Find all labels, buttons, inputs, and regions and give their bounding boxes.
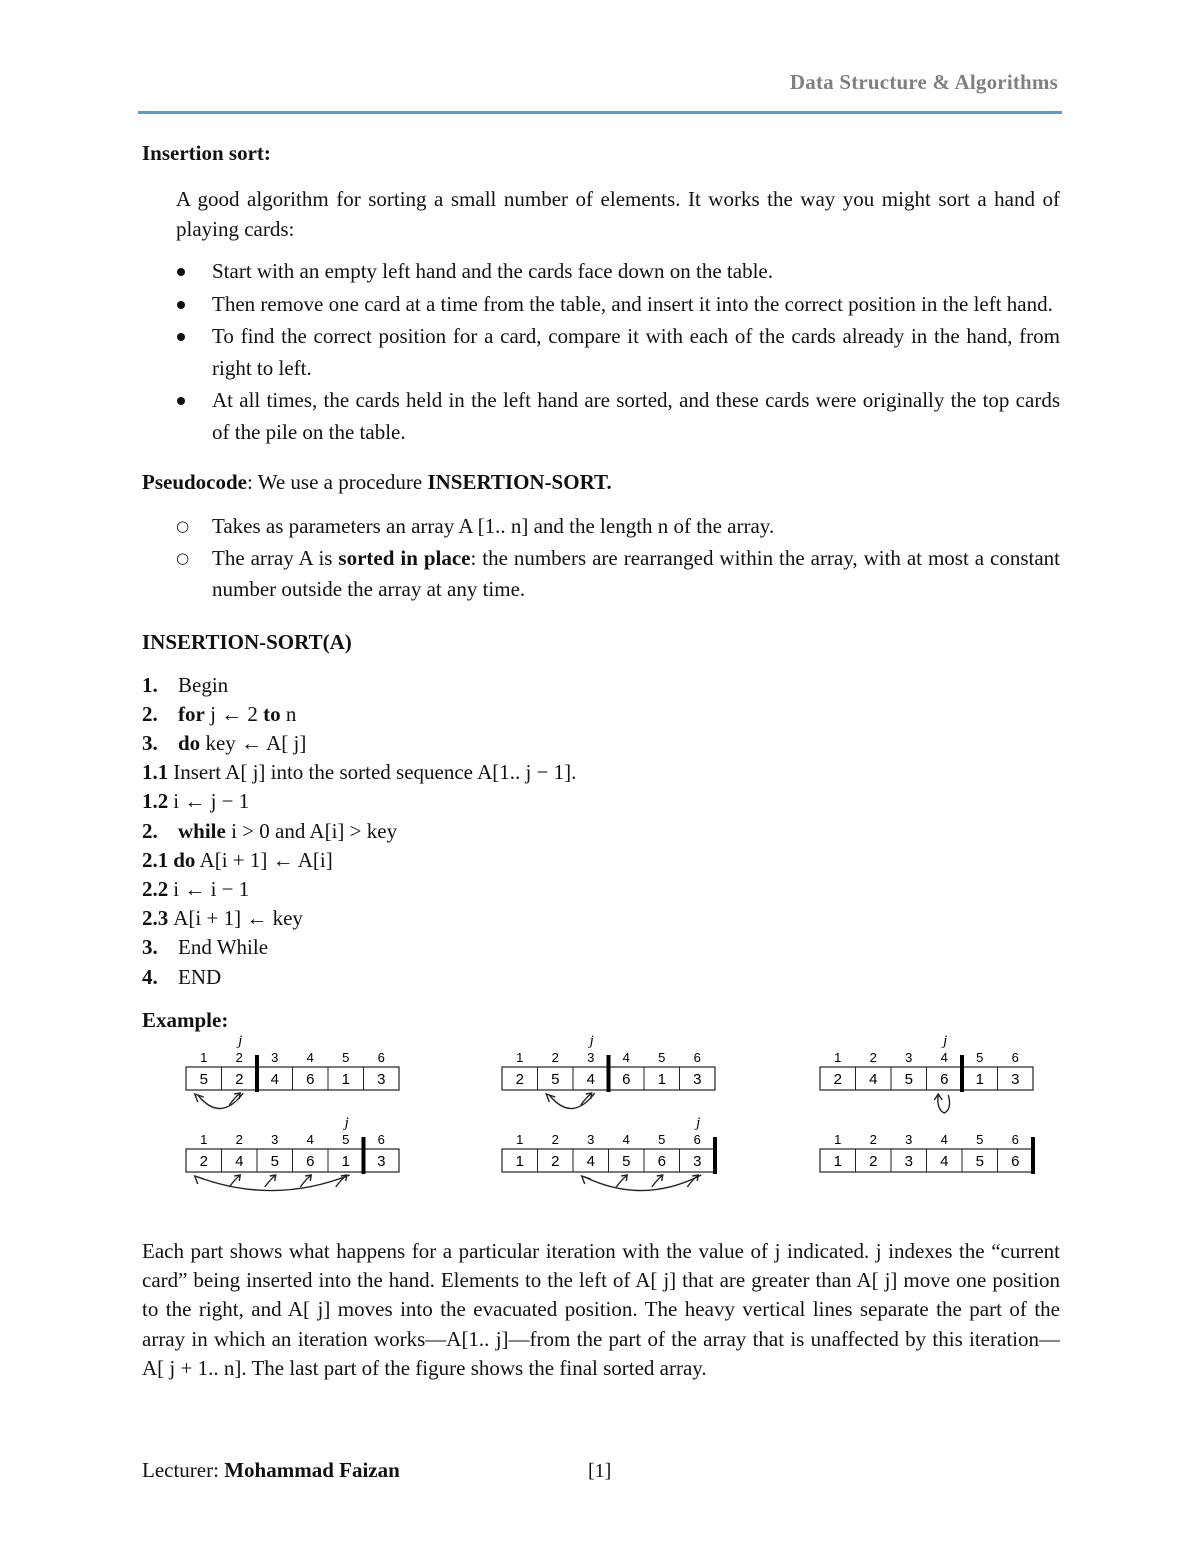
array-value: 5 bbox=[622, 1152, 631, 1170]
array-value: 1 bbox=[833, 1152, 842, 1170]
header-rule bbox=[138, 111, 1062, 114]
shift-arrow bbox=[229, 1176, 239, 1187]
index-label: 4 bbox=[622, 1131, 630, 1147]
procedure-step bbox=[142, 671, 1060, 700]
index-label: 2 bbox=[869, 1049, 877, 1065]
index-label: 3 bbox=[271, 1049, 279, 1065]
index-label: 5 bbox=[342, 1131, 350, 1147]
bullet-icon bbox=[177, 301, 185, 309]
index-label: 2 bbox=[869, 1131, 877, 1147]
figure-caption: Each part shows what happens for a particular iteration with the value of j indicated. j indexes the “current card” being inserted into the hand. Elements to the left of A[ j] that are greater than A[ j] move one position to the right, and A[ j] moves into the evacuated position. The heavy vertical lines separate the part of the array in which an iteration works—A[1.. j]—from the part of the array that is unaffected by this iteration—A[ j + 1.. n]. The last part of the figure shows the final sorted array. bbox=[142, 1238, 1060, 1380]
procedure-steps bbox=[142, 671, 1060, 992]
array-value: 6 bbox=[306, 1152, 315, 1170]
section-title: Insertion sort: bbox=[142, 141, 271, 165]
index-label: 2 bbox=[235, 1131, 243, 1147]
step-number: 1.1 bbox=[142, 760, 169, 785]
array-value: 6 bbox=[622, 1070, 631, 1088]
index-label: 4 bbox=[306, 1131, 314, 1147]
move-arrow bbox=[549, 1093, 595, 1109]
step-number: 2. bbox=[142, 701, 158, 726]
step-number: 2.1 bbox=[142, 847, 169, 872]
step-keyword: for bbox=[178, 701, 205, 726]
index-label: 1 bbox=[516, 1131, 524, 1147]
figure-canvas bbox=[182, 1032, 1042, 1223]
index-label: 1 bbox=[834, 1049, 842, 1065]
array-value: 2 bbox=[199, 1152, 208, 1170]
index-label: 6 bbox=[377, 1131, 385, 1147]
index-label: 5 bbox=[658, 1049, 666, 1065]
pseudocode-intro: Pseudocode: We use a procedure INSERTION-SORT. bbox=[142, 470, 612, 494]
j-label: j bbox=[943, 1032, 948, 1049]
array-value: 4 bbox=[235, 1152, 244, 1170]
procedure-step bbox=[142, 933, 1060, 962]
bullet-list bbox=[142, 256, 1060, 448]
array-value: 5 bbox=[551, 1070, 560, 1088]
array-value: 5 bbox=[904, 1070, 913, 1088]
step-keyword: do bbox=[173, 847, 196, 872]
step-number: 2.2 bbox=[142, 876, 169, 901]
page-number: [1] bbox=[588, 1460, 612, 1482]
index-label: 4 bbox=[940, 1049, 948, 1065]
j-label: j bbox=[238, 1032, 243, 1049]
index-label: 3 bbox=[905, 1131, 913, 1147]
array-value: 6 bbox=[940, 1070, 949, 1088]
step-number: 3. bbox=[142, 935, 158, 960]
index-label: 5 bbox=[342, 1049, 350, 1065]
array-value: 4 bbox=[586, 1152, 595, 1170]
procedure-step bbox=[142, 700, 1060, 729]
shift-arrow bbox=[652, 1176, 662, 1187]
index-label: 2 bbox=[235, 1049, 243, 1065]
procedure-step bbox=[142, 729, 1060, 758]
index-label: 3 bbox=[271, 1131, 279, 1147]
array-value: 6 bbox=[306, 1070, 315, 1088]
footer-lecturer: Lecturer: Mohammad Faizan bbox=[142, 1458, 400, 1482]
arrowhead bbox=[195, 1176, 204, 1184]
array-value: 3 bbox=[377, 1152, 386, 1170]
j-label: j bbox=[696, 1114, 701, 1131]
step-number: 3. bbox=[142, 730, 158, 755]
list-item: To find the correct position for a card, compare it with each of the cards already in the hand, from right to left. bbox=[212, 321, 1060, 384]
list-item: At all times, the cards held in the left hand are sorted, and these cards were originally the top cards of the pile on the table. bbox=[212, 385, 1060, 448]
array-value: 3 bbox=[904, 1152, 913, 1170]
circle-list bbox=[142, 511, 1060, 606]
step-text: Insert A[ j] into the sorted sequence A[1.. j − 1]. bbox=[173, 760, 577, 785]
index-label: 3 bbox=[905, 1049, 913, 1065]
circle-bullet-icon: ○ bbox=[176, 517, 190, 535]
index-label: 4 bbox=[622, 1049, 630, 1065]
bullet-icon bbox=[177, 333, 185, 341]
index-label: 6 bbox=[1011, 1049, 1019, 1065]
array-value: 2 bbox=[833, 1070, 842, 1088]
array-value: 3 bbox=[693, 1152, 702, 1170]
array-value: 2 bbox=[869, 1152, 878, 1170]
index-label: 6 bbox=[377, 1049, 385, 1065]
step-text: key ← A[ j] bbox=[200, 730, 307, 755]
array-value: 6 bbox=[657, 1152, 666, 1170]
step-text: Begin bbox=[178, 672, 229, 697]
index-label: 1 bbox=[516, 1049, 524, 1065]
array-value: 5 bbox=[270, 1152, 279, 1170]
index-label: 5 bbox=[976, 1049, 984, 1065]
procedure-title: INSERTION-SORT(A) bbox=[142, 629, 352, 654]
index-label: 6 bbox=[693, 1131, 701, 1147]
index-label: 5 bbox=[658, 1131, 666, 1147]
step-keyword: to bbox=[263, 701, 281, 726]
step-number: 4. bbox=[142, 964, 158, 989]
j-label: j bbox=[589, 1032, 594, 1049]
step-text: A[i + 1] ← A[i] bbox=[195, 847, 333, 872]
index-label: 6 bbox=[693, 1049, 701, 1065]
index-label: 2 bbox=[551, 1049, 559, 1065]
step-keyword: while bbox=[178, 818, 226, 843]
intro-paragraph: A good algorithm for sorting a small number of elements. It works the way you might sort a hand of playing cards: bbox=[176, 187, 1060, 241]
insertion-sort-figure bbox=[182, 1032, 1042, 1223]
array-value: 2 bbox=[235, 1070, 244, 1088]
index-label: 2 bbox=[551, 1131, 559, 1147]
shift-arrow bbox=[265, 1176, 275, 1187]
array-value: 1 bbox=[341, 1152, 350, 1170]
shift-arrow bbox=[300, 1176, 310, 1187]
step-text: i ← j − 1 bbox=[173, 789, 250, 814]
step-number: 2. bbox=[142, 818, 158, 843]
list-item: Then remove one card at a time from the table, and insert it into the correct position in the left hand. bbox=[212, 289, 1060, 321]
index-label: 1 bbox=[200, 1131, 208, 1147]
header-title: Data Structure & Algorithms bbox=[789, 70, 1058, 94]
array-value: 4 bbox=[869, 1070, 878, 1088]
procedure-step bbox=[142, 904, 1060, 933]
procedure-step bbox=[142, 817, 1060, 846]
step-text: A[i + 1] ← key bbox=[173, 906, 303, 931]
step-number: 1.2 bbox=[142, 789, 169, 814]
array-value: 4 bbox=[586, 1070, 595, 1088]
array-value: 1 bbox=[975, 1070, 984, 1088]
array-value: 2 bbox=[551, 1152, 560, 1170]
step-text: i ← i − 1 bbox=[173, 876, 250, 901]
array-value: 3 bbox=[1011, 1070, 1020, 1088]
arrowhead bbox=[582, 1176, 591, 1184]
step-text: j ← 2 bbox=[204, 701, 264, 726]
lecturer-name: Mohammad Faizan bbox=[224, 1458, 400, 1482]
index-label: 1 bbox=[834, 1131, 842, 1147]
index-label: 5 bbox=[976, 1131, 984, 1147]
array-value: 4 bbox=[270, 1070, 279, 1088]
procedure-step bbox=[142, 758, 1060, 787]
array-value: 5 bbox=[199, 1070, 208, 1088]
index-label: 4 bbox=[306, 1049, 314, 1065]
array-value: 1 bbox=[657, 1070, 666, 1088]
array-value: 3 bbox=[693, 1070, 702, 1088]
array-value: 2 bbox=[515, 1070, 524, 1088]
step-text: n bbox=[280, 701, 297, 726]
example-title: Example: bbox=[142, 1007, 229, 1032]
step-keyword: do bbox=[178, 730, 201, 755]
step-number: 1. bbox=[142, 672, 158, 697]
content bbox=[142, 139, 1060, 1404]
index-label: 3 bbox=[587, 1049, 595, 1065]
index-label: 6 bbox=[1011, 1131, 1019, 1147]
procedure-step bbox=[142, 787, 1060, 816]
list-item: ○ Takes as parameters an array A [1.. n] and the length n of the array. bbox=[212, 511, 1060, 543]
procedure-step bbox=[142, 875, 1060, 904]
array-value: 6 bbox=[1011, 1152, 1020, 1170]
array-value: 1 bbox=[341, 1070, 350, 1088]
step-text: END bbox=[178, 964, 222, 989]
bullet-icon bbox=[177, 268, 185, 276]
procedure-step bbox=[142, 963, 1060, 992]
index-label: 1 bbox=[200, 1049, 208, 1065]
index-label: 4 bbox=[940, 1131, 948, 1147]
step-text: End While bbox=[178, 935, 269, 960]
array-value: 1 bbox=[515, 1152, 524, 1170]
array-value: 4 bbox=[940, 1152, 949, 1170]
circle-bullet-icon: ○ bbox=[176, 548, 190, 567]
index-label: 3 bbox=[587, 1131, 595, 1147]
move-arrow bbox=[938, 1095, 950, 1113]
j-label: j bbox=[344, 1114, 349, 1131]
move-arrow bbox=[198, 1093, 244, 1109]
move-arrow bbox=[585, 1175, 702, 1191]
pseudocode-label: Pseudocode bbox=[142, 470, 247, 494]
list-item: ○ The array A is sorted in place: the numbers are rearranged within the array, with at most a constant number outside the array at any time. bbox=[212, 543, 1060, 606]
array-value: 3 bbox=[377, 1070, 386, 1088]
step-text: i > 0 and A[i] > key bbox=[225, 818, 398, 843]
array-value: 5 bbox=[975, 1152, 984, 1170]
bullet-icon bbox=[177, 397, 185, 405]
list-item: Start with an empty left hand and the cards face down on the table. bbox=[212, 256, 1060, 288]
step-number: 2.3 bbox=[142, 906, 169, 931]
procedure-name: INSERTION-SORT. bbox=[427, 470, 612, 494]
procedure-step bbox=[142, 846, 1060, 875]
shift-arrow bbox=[616, 1176, 626, 1187]
